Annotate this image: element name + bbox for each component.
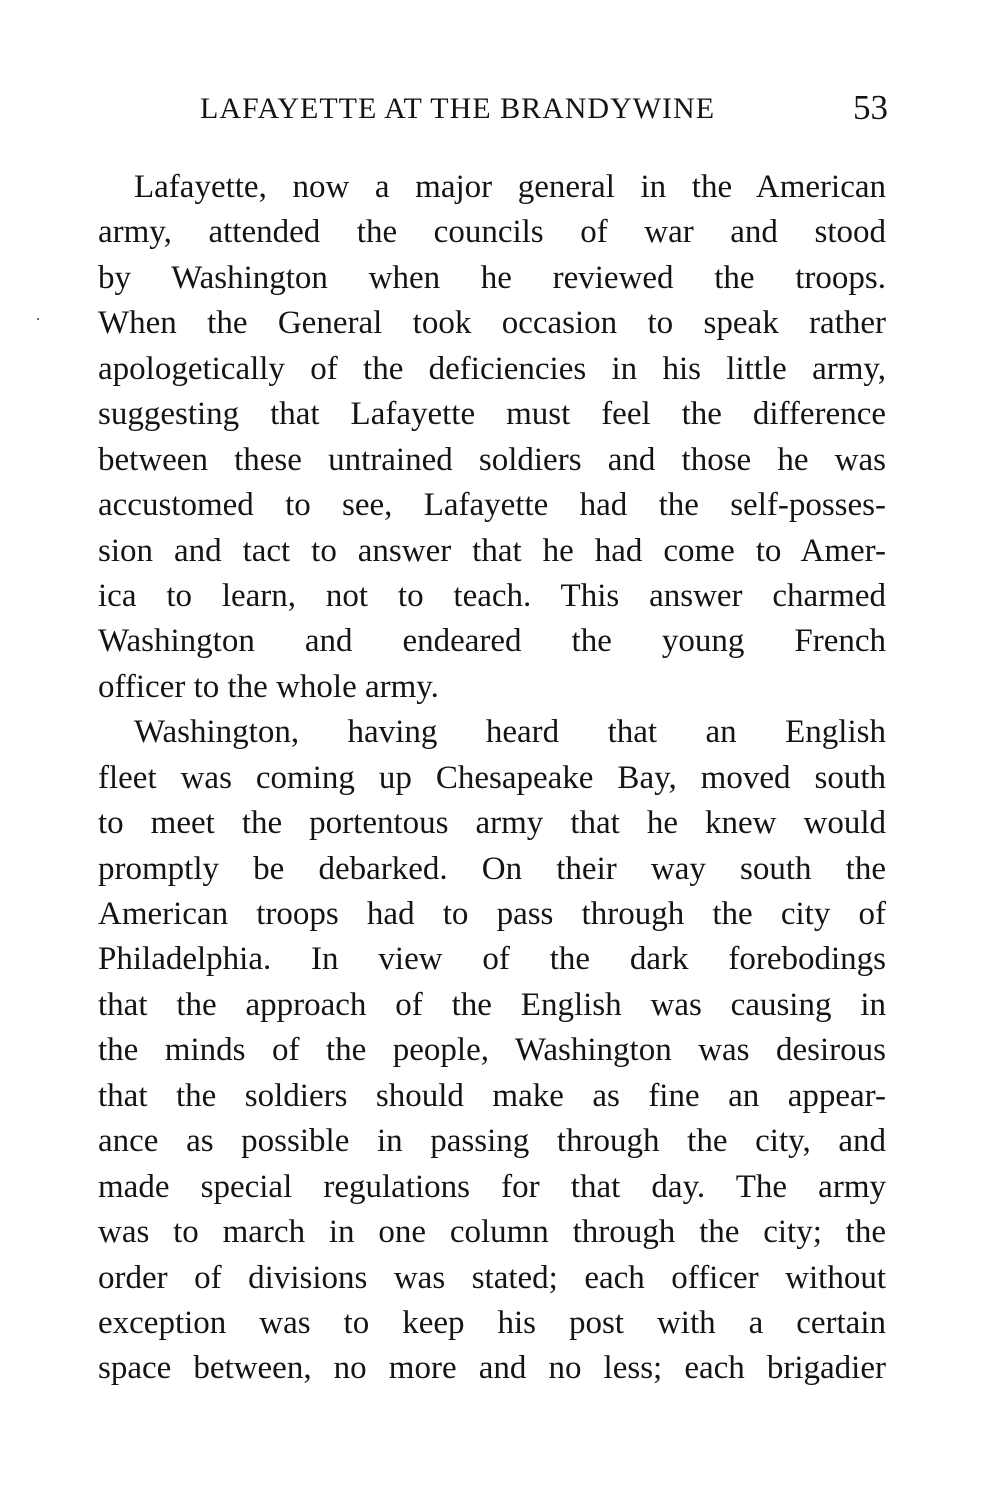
text-line: American troops had to pass through the city of <box>98 896 886 932</box>
text-line: When the General took occasion to speak rather <box>98 305 886 342</box>
text-line: ance as possible in passing through the city, and <box>98 1123 886 1160</box>
text-line: accustomed to see, Lafayette had the self-posses- <box>98 487 886 524</box>
text-line: Lafayette, now a major general in the American <box>134 169 886 205</box>
text-line: to meet the portentous army that he knew would <box>98 805 886 842</box>
text-line: made special regulations for that day. The army <box>98 1168 886 1205</box>
text-line: the minds of the people, Washington was desirous <box>98 1032 886 1069</box>
text-line: Washington, having heard that an English <box>134 714 886 751</box>
text-line: apologetically of the deficiencies in his little army, <box>98 350 886 387</box>
text-line: sion and tact to answer that he had come to Amer- <box>98 532 886 569</box>
running-title: LAFAYETTE AT THE BRANDYWINE <box>200 92 716 125</box>
body-text <box>98 165 886 1392</box>
text-line: officer to the whole army. <box>98 668 439 705</box>
scan-speck <box>37 318 39 320</box>
text-line: promptly be debarked. On their way south the <box>98 850 886 887</box>
text-line: was to march in one column through the city; the <box>98 1214 886 1251</box>
text-line: order of divisions was stated; each officer without <box>98 1259 886 1296</box>
page-number: 53 <box>853 88 888 127</box>
text-line: Washington and endeared the young French <box>98 623 886 660</box>
text-line: exception was to keep his post with a certain <box>98 1304 886 1341</box>
text-line: space between, no more and no less; each brigadier <box>98 1350 886 1387</box>
text-line: Philadelphia. In view of the dark forebodings <box>98 941 886 978</box>
text-line: fleet was coming up Chesapeake Bay, moved south <box>98 759 886 796</box>
running-head <box>98 88 888 138</box>
text-line: between these untrained soldiers and those he was <box>98 441 886 478</box>
text-line: by Washington when he reviewed the troops. <box>98 259 886 296</box>
paragraph-2 <box>98 710 886 1392</box>
paragraph-1 <box>98 165 886 710</box>
text-line: ica to learn, not to teach. This answer charmed <box>98 577 886 614</box>
text-line: army, attended the councils of war and stood <box>98 214 886 251</box>
text-line: suggesting that Lafayette must feel the difference <box>98 396 886 433</box>
text-line: that the soldiers should make as fine an appear- <box>98 1077 886 1114</box>
text-line: that the approach of the English was causing in <box>98 986 886 1023</box>
